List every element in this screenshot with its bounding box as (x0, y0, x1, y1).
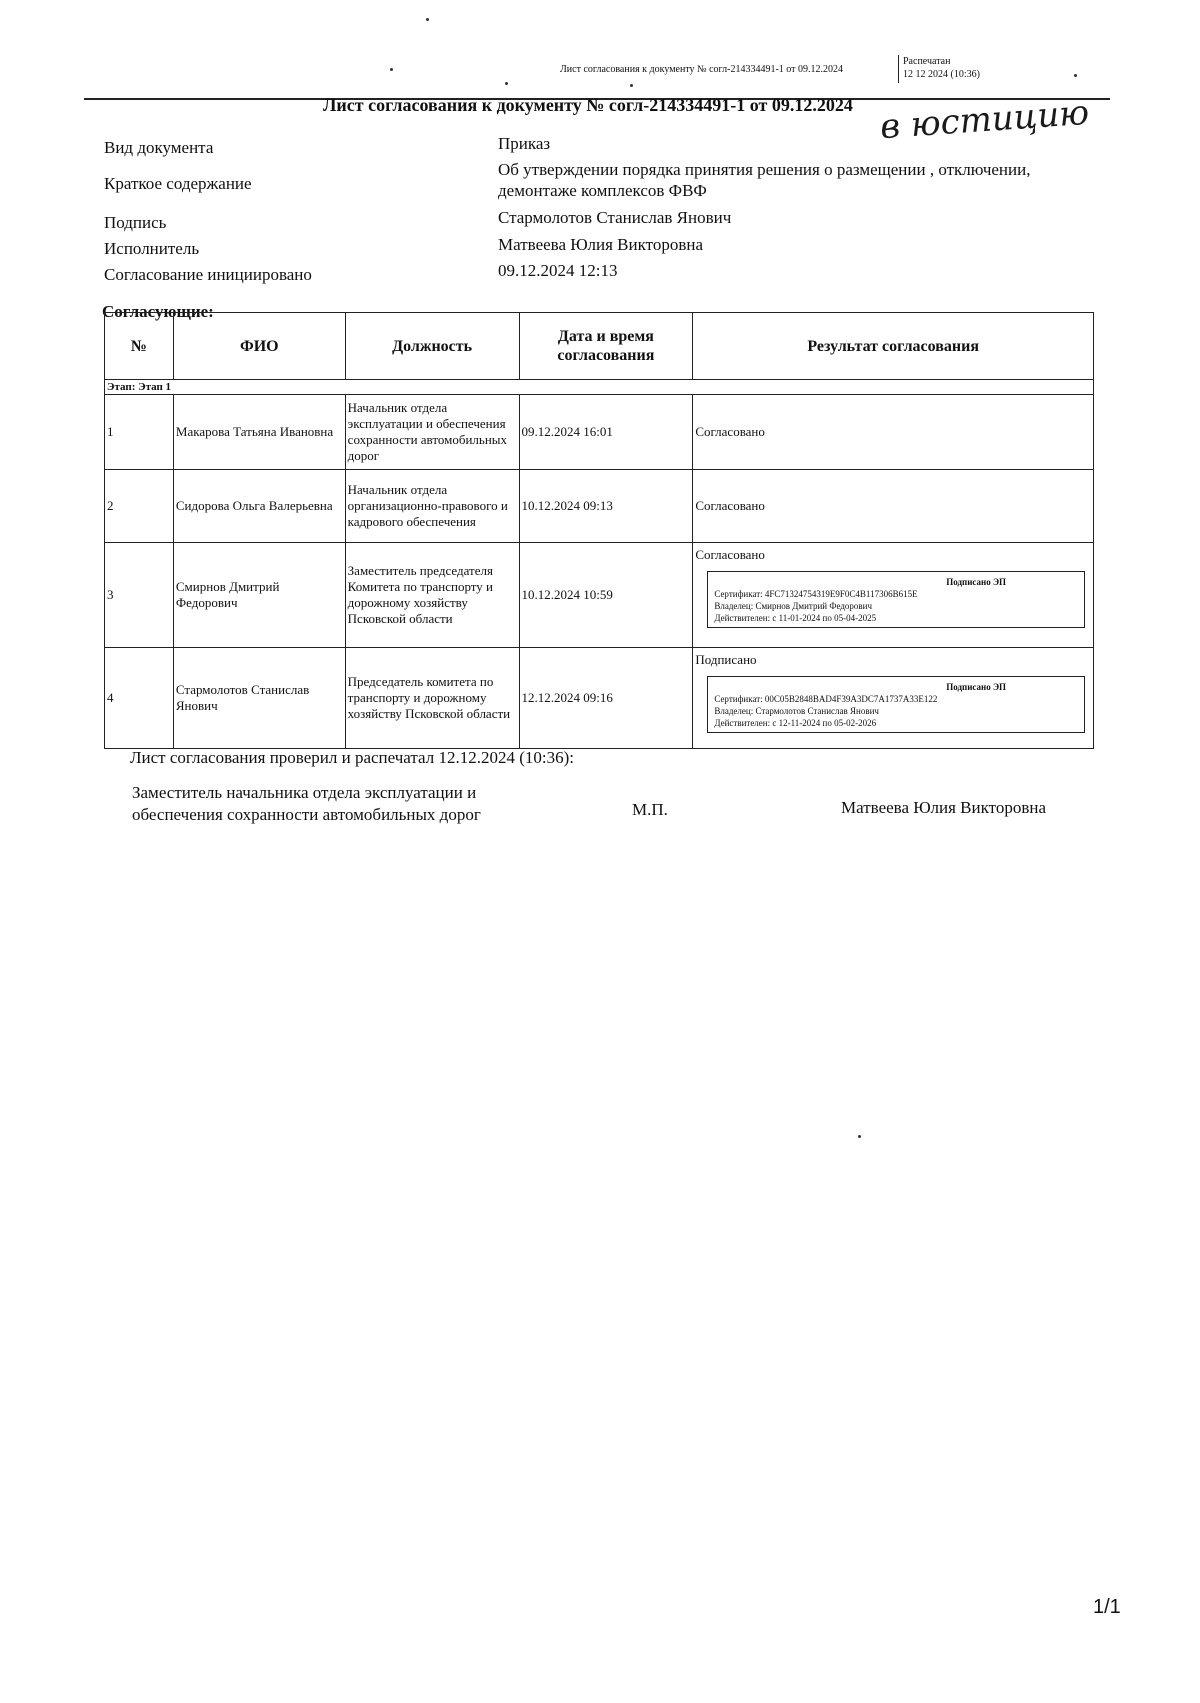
page-title: Лист согласования к документу № согл-214334491-1 от 09.12.2024 (323, 95, 853, 115)
e-signature-stamp (707, 571, 1085, 628)
signature-owner: Владелец: Смирнов Дмитрий Федорович (714, 601, 873, 611)
meta-value-signature: Стармолотов Станислав Янович (498, 208, 732, 227)
row-datetime: 10.12.2024 10:59 (519, 543, 693, 648)
row-name: Сидорова Ольга Валерьевна (173, 470, 345, 543)
meta-label-initiated: Согласование инициировано (104, 265, 312, 284)
row-datetime: 09.12.2024 16:01 (519, 395, 693, 470)
col-header-name: ФИО (173, 313, 345, 380)
meta-label-signature: Подпись (104, 213, 167, 232)
signature-title: Подписано ЭП (946, 682, 1007, 692)
scan-speck (505, 82, 508, 85)
table-row (105, 395, 1094, 470)
signature-certificate: Сертификат: 00C05B2848BAD4F39A3DC7A1737A33E122 (714, 694, 938, 704)
footer-position-line1: Заместитель начальника отдела эксплуатации и (132, 783, 477, 802)
scan-speck (630, 84, 633, 87)
col-header-position: Должность (345, 313, 519, 380)
row-result: Согласовано (693, 395, 1094, 470)
meta-label-summary: Краткое содержание (104, 174, 252, 193)
signature-certificate: Сертификат: 4FC71324754319E9F0C4B117306B615E (714, 589, 918, 599)
row-result: Согласовано (693, 470, 1094, 543)
meta-value-initiated: 09.12.2024 12:13 (498, 261, 618, 280)
scan-speck (1074, 74, 1077, 77)
meta-value-executor: Матвеева Юлия Викторовна (498, 235, 704, 254)
col-header-result: Результат согласования (693, 313, 1094, 380)
stage-label: Этап: Этап 1 (105, 380, 1094, 395)
stage-row (105, 380, 1094, 395)
row-result-cell (693, 543, 1094, 648)
scan-speck (858, 1135, 861, 1138)
signature-validity: Действителен: с 11-01-2024 по 05-04-2025 (714, 613, 877, 623)
header-doc-ref: Лист согласования к документу № согл-214334491-1 от 09.12.2024 (560, 64, 844, 75)
footer-position-line2: обеспечения сохранности автомобильных дорог (132, 805, 481, 824)
approvers-title: Согласующие: (102, 302, 214, 321)
row-datetime: 10.12.2024 09:13 (519, 470, 693, 543)
meta-value-summary: Об утверждении порядка принятия решения о размещении , отключении, демонтаже комплексов ФВФ (498, 160, 1031, 200)
footer-stamp-place: М.П. (632, 800, 668, 819)
handwritten-note: в юстицию (878, 92, 1091, 148)
header-printed-date: 12 12 2024 (10:36) (903, 69, 980, 80)
row-result-cell (693, 648, 1094, 749)
table-row (105, 543, 1094, 648)
row-num: 1 (105, 395, 174, 470)
signature-owner: Владелец: Стармолотов Станислав Янович (714, 706, 879, 716)
page-number: 1/1 (1093, 1596, 1121, 1618)
footer-checked-line: Лист согласования проверил и распечатал 12.12.2024 (10:36): (130, 748, 574, 767)
scan-speck (426, 18, 429, 21)
approval-table (104, 312, 1094, 749)
row-result: Согласовано (695, 547, 765, 562)
signature-title: Подписано ЭП (946, 577, 1007, 587)
meta-label-executor: Исполнитель (104, 239, 200, 258)
table-header-row (105, 313, 1094, 380)
table-row (105, 648, 1094, 749)
col-header-datetime: Дата и время согласования (519, 313, 693, 380)
scan-speck (390, 68, 393, 71)
row-name: Макарова Татьяна Ивановна (173, 395, 345, 470)
meta-label-doc-type: Вид документа (104, 138, 214, 157)
footer-signer: Матвеева Юлия Викторовна (841, 798, 1047, 817)
e-signature-stamp (707, 676, 1085, 733)
table-row (105, 470, 1094, 543)
row-name: Стармолотов Станислав Янович (173, 648, 345, 749)
header-divider (898, 55, 899, 83)
col-header-num: № (105, 313, 174, 380)
row-position: Председатель комитета по транспорту и дорожному хозяйству Псковской области (345, 648, 519, 749)
row-num: 2 (105, 470, 174, 543)
row-position: Начальник отдела организационно-правового и кадрового обеспечения (345, 470, 519, 543)
header-printed-label: Распечатан (903, 56, 951, 67)
row-num: 3 (105, 543, 174, 648)
row-datetime: 12.12.2024 09:16 (519, 648, 693, 749)
signature-validity: Действителен: с 12-11-2024 по 05-02-2026 (714, 718, 877, 728)
row-position: Заместитель председателя Комитета по транспорту и дорожному хозяйству Псковской области (345, 543, 519, 648)
row-name: Смирнов Дмитрий Федорович (173, 543, 345, 648)
row-position: Начальник отдела эксплуатации и обеспечения сохранности автомобильных дорог (345, 395, 519, 470)
row-result: Подписано (695, 652, 757, 667)
meta-value-doc-type: Приказ (498, 134, 551, 153)
row-num: 4 (105, 648, 174, 749)
